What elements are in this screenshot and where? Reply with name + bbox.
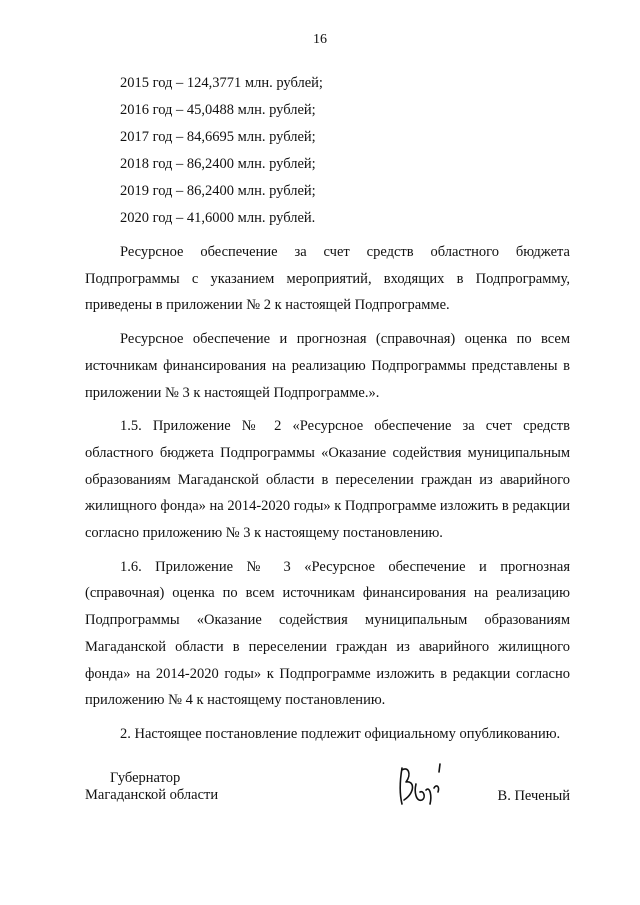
governor-title-line2: Магаданской области bbox=[85, 787, 219, 803]
signer-name: В. Печеный bbox=[497, 788, 570, 804]
paragraph-item-1-6: 1.6. Приложение № 3 «Ресурсное обеспечение и прогнозная (справочная) оценка по всем источникам финансирования на реализацию Подпрограммы «Оказание содействия муниципальным образованиям Магаданской области в переселении граждан из аварийного жилищного фонда» на 2014-2020 годы» к Подпрограмме изложить в редакции согласно приложению № 4 к настоящему постановлению. bbox=[85, 558, 570, 709]
amount-2015: 2015 год – 124,3771 млн. рублей; bbox=[120, 75, 323, 91]
signature-block bbox=[85, 770, 570, 830]
document-body bbox=[85, 70, 570, 748]
amount-2020: 2020 год – 41,6000 млн. рублей. bbox=[120, 210, 316, 226]
funding-amounts-list bbox=[85, 70, 570, 232]
paragraph-forecast-estimate: Ресурсное обеспечение и прогнозная (справочная) оценка по всем источникам финансирования на реализацию Подпрограммы представлены в приложении № 3 к настоящей Подпрограмме.». bbox=[85, 331, 570, 401]
amount-2019: 2019 год – 86,2400 млн. рублей; bbox=[120, 183, 316, 199]
amount-2016: 2016 год – 45,0488 млн. рублей; bbox=[120, 102, 316, 118]
governor-title bbox=[85, 770, 218, 804]
paragraph-regional-budget: Ресурсное обеспечение за счет средств областного бюджета Подпрограммы с указанием мероприятий, входящих в Подпрограмму, приведены в приложении № 2 к настоящей Подпрограмме. bbox=[85, 244, 570, 314]
handwritten-signature bbox=[390, 760, 450, 810]
amount-2018: 2018 год – 86,2400 млн. рублей; bbox=[120, 156, 316, 172]
page-number: 16 bbox=[313, 32, 327, 47]
amount-2017: 2017 год – 84,6695 млн. рублей; bbox=[120, 129, 316, 145]
paragraph-item-2: 2. Настоящее постановление подлежит официальному опубликованию. bbox=[120, 725, 561, 742]
paragraph-item-1-5: 1.5. Приложение № 2 «Ресурсное обеспечение за счет средств областного бюджета Подпрограммы «Оказание содействия муниципальным образованиям Магаданской области в переселении граждан из аварийного жилищного фонда» на 2014-2020 годы» к Подпрограмме изложить в редакции согласно приложению № 3 к настоящему постановлению. bbox=[85, 418, 570, 542]
governor-title-line1: Губернатор bbox=[110, 770, 181, 786]
